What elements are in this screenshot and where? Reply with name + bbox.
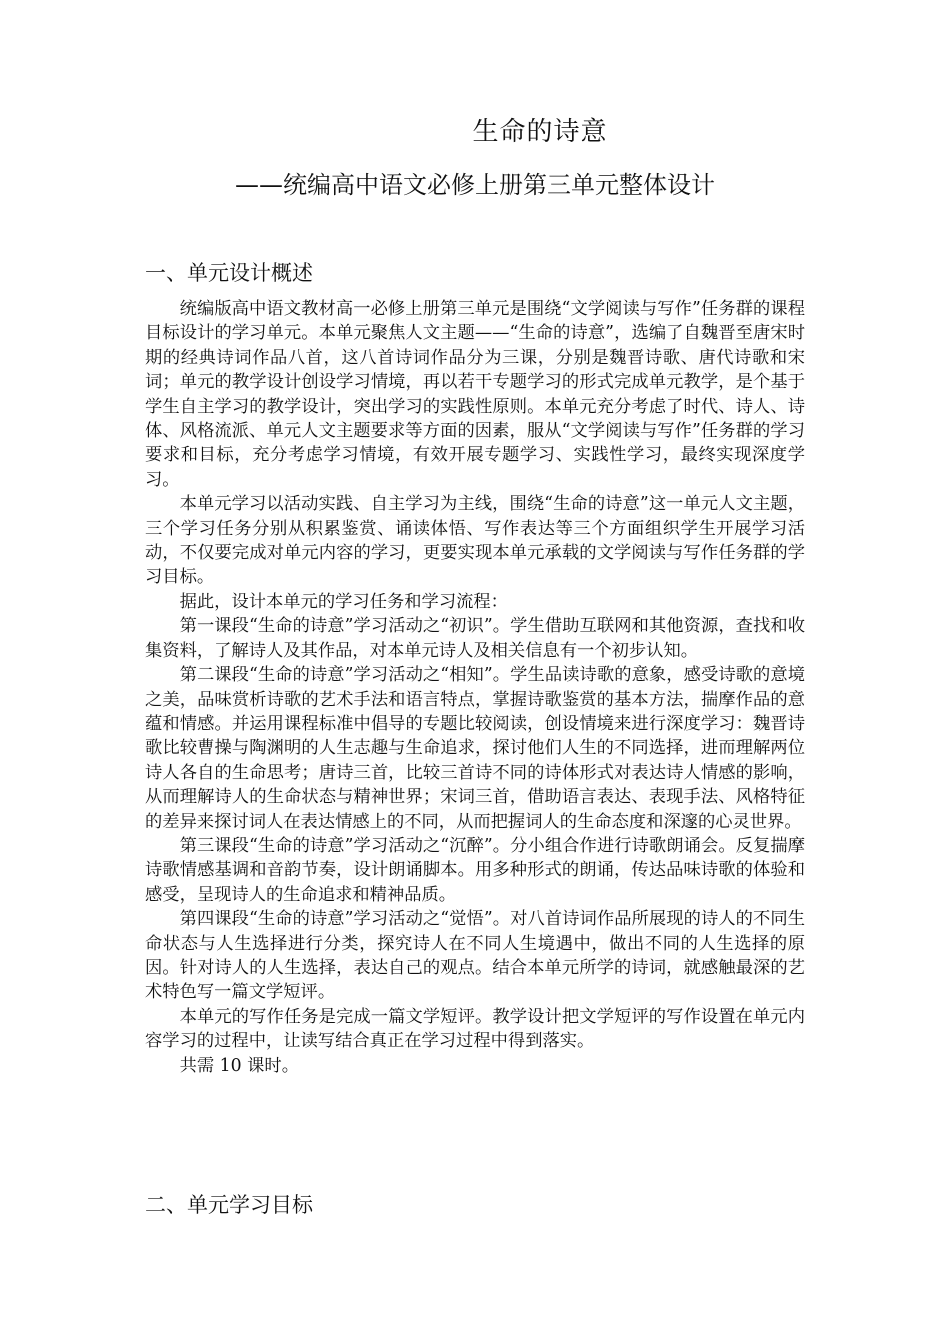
- paragraph: 第三课段“生命的诗意”学习活动之“沉醉”。分小组合作进行诗歌朗诵会。反复揣摩诗歌情感基调和音韵节奏，设计朗诵脚本。用多种形式的朗诵，传达品味诗歌的体验和感受，呈现诗人的生命追求和精神品质。: [145, 835, 805, 905]
- paragraph: 据此，设计本单元的学习任务和学习流程：: [179, 591, 508, 612]
- paragraph: 本单元的写作任务是完成一篇文学短评。教学设计把文学短评的写作设置在单元内容学习的过程中，让读写结合真正在学习过程中得到落实。: [145, 1006, 805, 1052]
- section-body-overview: [145, 297, 805, 1078]
- paragraph: 第一课段“生命的诗意”学习活动之“初识”。学生借助互联网和其他资源，查找和收集资料，了解诗人及其作品，对本单元诗人及相关信息有一个初步认知。: [145, 616, 805, 661]
- section-heading-overview: 一、单元设计概述: [145, 261, 313, 285]
- paragraph: 本单元学习以活动实践、自主学习为主线，围绕“生命的诗意”这一单元人文主题，三个学习任务分别从积累鉴赏、诵读体悟、写作表达等三个方面组织学生开展学习活动，不仅要完成对单元内容的学习，更要实现本单元承载的文学阅读与写作任务群的学习目标。: [145, 494, 805, 588]
- document-subtitle: ——统编高中语文必修上册第三单元整体设计: [235, 171, 715, 199]
- paragraph: 共需 10 课时。: [179, 1055, 299, 1076]
- paragraph: 第四课段“生命的诗意”学习活动之“觉悟”。对八首诗词作品所展现的诗人的不同生命状态与人生选择进行分类，探究诗人在不同人生境遇中，做出不同的人生选择的原因。针对诗人的人生选择，表达自己的观点。结合本单元所学的诗词，就感触最深的艺术特色写一篇文学短评。: [145, 909, 805, 1003]
- paragraph: 第二课段“生命的诗意”学习活动之“相知”。学生品读诗歌的意象，感受诗歌的意境之美，品味赏析诗歌的艺术手法和语言特点，掌握诗歌鉴赏的基本方法，揣摩作品的意蕴和情感。并运用课程标准中倡导的专题比较阅读，创设情境来进行深度学习：魏晋诗歌比较曹操与陶渊明的人生志趣与生命追求，探讨他们人生的不同选择，进而理解两位诗人各自的生命思考；唐诗三首，比较三首诗不同的诗体形式对表达诗人情感的影响，从而理解诗人的生命状态与精神世界；宋词三首，借助语言表达、表现手法、风格特征的差异来探讨词人在表达情感上的不同，从而把握词人的生命态度和深邃的心灵世界。: [145, 665, 805, 832]
- document-title: 生命的诗意: [472, 117, 608, 147]
- paragraph: 统编版高中语文教材高一必修上册第三单元是围绕“文学阅读与写作”任务群的课程目标设计的学习单元。本单元聚焦人文主题——“生命的诗意”，选编了自魏晋至唐宋时期的经典诗词作品八首，这八首诗词作品分为三课，分别是魏晋诗歌、唐代诗歌和宋词；单元的教学设计创设学习情境，再以若干专题学习的形式完成单元教学，是个基于学生自主学习的教学设计，突出学习的实践性原则。本单元充分考虑了时代、诗人、诗体、风格流派、单元人文主题要求等方面的因素，服从“文学阅读与写作”任务群的学习要求和目标，充分考虑学习情境，有效开展专题学习、实践性学习，最终实现深度学习。: [145, 299, 805, 490]
- section-heading-objectives: 二、单元学习目标: [145, 1193, 313, 1217]
